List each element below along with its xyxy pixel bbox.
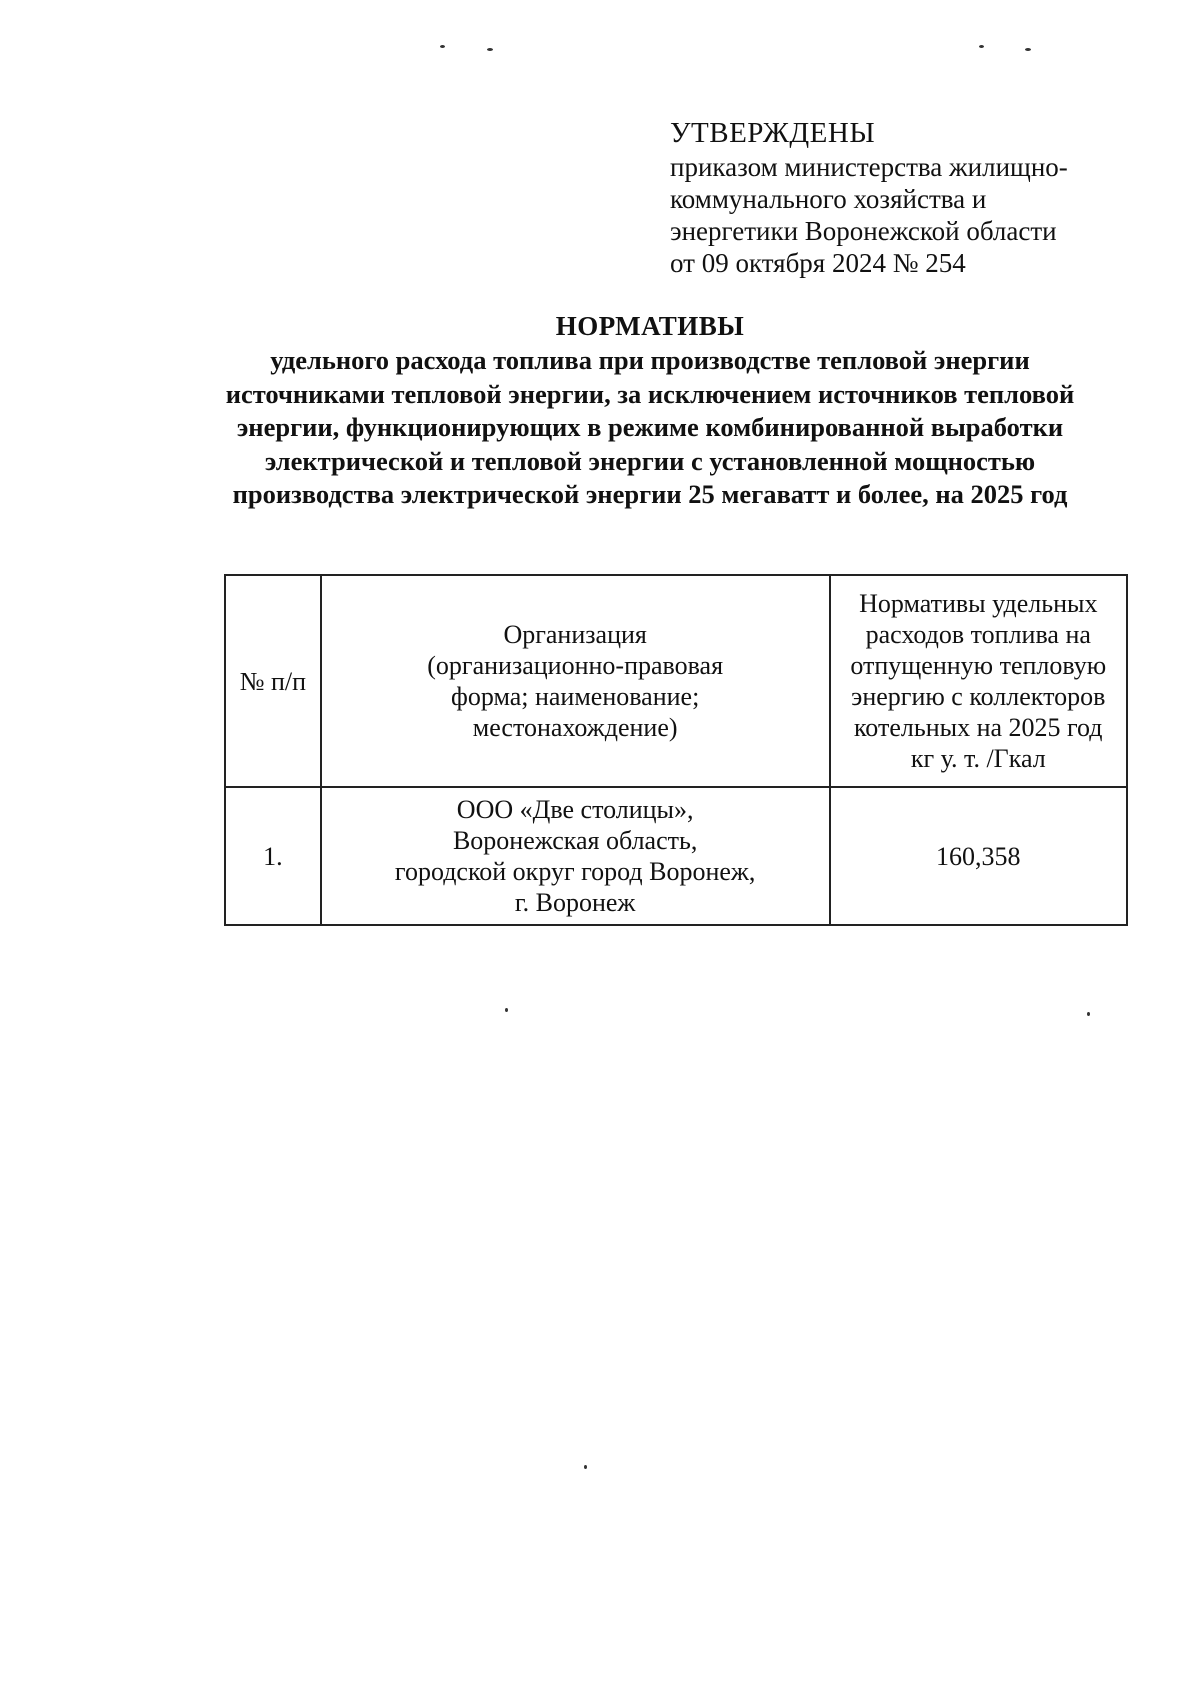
norms-table [224,574,1128,926]
header-organization-line: форма; наименование; [450,682,700,711]
scan-speck [584,1465,587,1469]
row-number: 1. [225,787,321,925]
row-organization-line: Воронежская область, [452,826,698,855]
title-line: источниками тепловой энергии, за исключением источников тепловой [225,378,1075,409]
header-norm-line: отпущенную тепловую [850,651,1107,680]
title-line: удельного расхода топлива при производстве тепловой энергии [270,345,1030,375]
row-organization-line: ООО «Две столицы», [456,795,694,824]
scan-speck [1087,1012,1090,1016]
title-line: энергии, функционирующих в режиме комбинированной выработки [236,412,1064,442]
header-norm [830,575,1127,787]
title-line: производства электрической энергии 25 мегаватт и более, на 2025 год [232,479,1068,509]
scan-speck [979,45,984,48]
header-norm-line: расходов топлива на [865,620,1091,649]
approval-line: энергетики Воронежской области [670,216,1057,246]
header-organization-line: местонахождение) [472,713,678,742]
header-norm-line: Нормативы удельных [859,589,1098,618]
approval-line: приказом министерства жилищно- [670,152,1068,182]
header-number: № п/п [225,575,321,787]
header-norm-line: энергию с коллекторов [851,682,1106,711]
header-organization [321,575,830,787]
title-line: электрической и тепловой энергии с установленной мощностью [264,445,1036,476]
row-organization [321,787,830,925]
header-norm-line: кг у. т. /Гкал [910,744,1046,773]
row-organization-line: городской округ город Воронеж, [394,857,756,886]
header-norm-line: котельных на 2025 год [854,713,1103,742]
title-main: НОРМАТИВЫ [555,311,745,341]
document-title [150,308,1150,512]
header-organization-line: Организация [503,620,647,649]
approval-line: коммунального хозяйства и [670,184,987,214]
scan-speck [487,48,493,51]
approval-line: от 09 октября 2024 № 254 [670,248,966,278]
scan-speck [1025,48,1031,51]
row-norm-value: 160,358 [830,787,1127,925]
row-organization-line: г. Воронеж [514,888,636,917]
approval-heading: УТВЕРЖДЕНЫ [670,117,876,149]
header-organization-line: (организационно-правовая [427,651,724,680]
scan-speck [505,1008,508,1012]
table-header-row [225,575,1127,787]
approval-block [670,115,1110,279]
table-row [225,787,1127,925]
scan-speck [440,45,445,48]
